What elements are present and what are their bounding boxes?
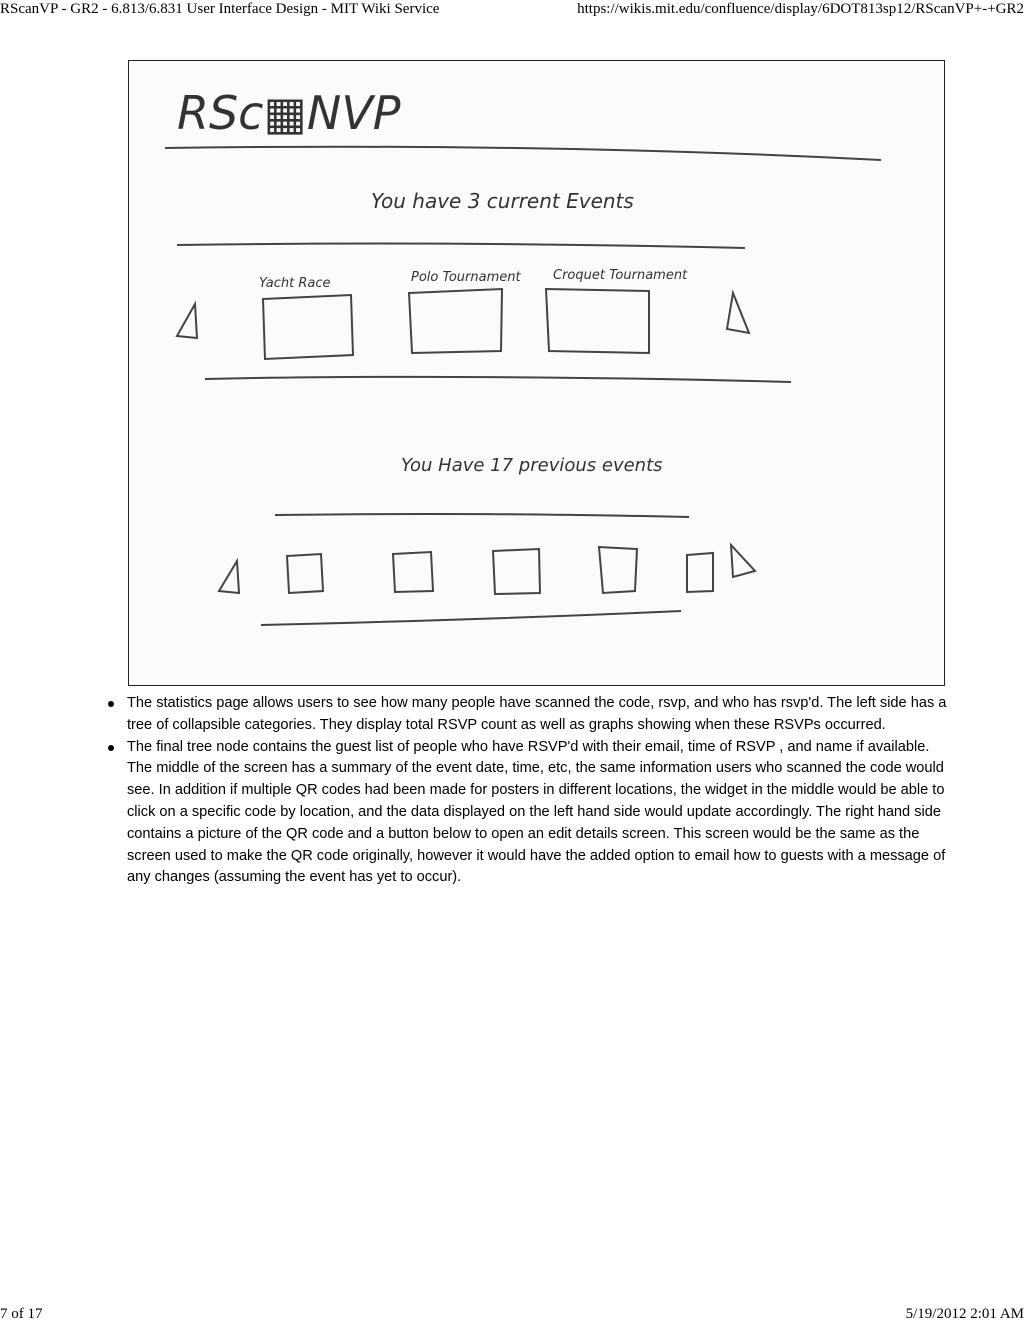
print-datetime: 5/19/2012 2:01 AM: [905, 1306, 1024, 1322]
page-title-header: RScanVP - GR2 - 6.813/6.831 User Interface Design - MIT Wiki Service: [0, 1, 440, 17]
list-item-text: The statistics page allows users to see how many people have scanned the code, rsvp, and who has rsvp'd. The left side has a tree of collapsible categories. They display total RSVP count as well as graphs showing when these RSVPs occurred.: [127, 695, 947, 733]
sketch-event-thumbnail: [287, 554, 323, 593]
page-number: 7 of 17: [0, 1306, 43, 1322]
sketch-right-arrow-icon: [727, 293, 749, 333]
sketch-event-thumbnail: [409, 289, 502, 353]
sketch-event-thumbnail: [599, 547, 637, 593]
page-url-header: https://wikis.mit.edu/confluence/display/6DOT813sp12/RScanVP+-+GR2: [577, 1, 1024, 17]
sketch-divider: [177, 244, 745, 248]
sketch-event-thumbnail: [393, 552, 433, 592]
sketch-app-name: RSc▦NVP: [177, 86, 401, 140]
sketch-divider: [261, 611, 681, 625]
bullet-icon: [108, 701, 114, 707]
sketch-event-label: Yacht Race: [259, 276, 331, 291]
sketch-event-label: Polo Tournament: [411, 270, 521, 285]
sketch-event-thumbnail: [493, 549, 540, 594]
sketch-right-arrow-icon: [731, 545, 755, 577]
sketch-event-thumbnail: [687, 553, 713, 592]
sketch-divider: [275, 514, 689, 517]
sketch-previous-heading: You Have 17 previous events: [401, 455, 663, 476]
sketch-left-arrow-icon: [177, 304, 197, 338]
sketch-event-thumbnail: [546, 289, 649, 353]
sketch-drawing: [129, 61, 946, 687]
sketch-event-label: Croquet Tournament: [553, 268, 688, 283]
sketch-event-thumbnail: [263, 295, 353, 359]
bullet-icon: [108, 745, 114, 751]
sketch-current-heading: You have 3 current Events: [371, 189, 634, 213]
hand-drawn-mockup: [128, 60, 945, 686]
sketch-divider: [165, 147, 881, 160]
sketch-left-arrow-icon: [219, 561, 239, 593]
description-list: [104, 693, 954, 889]
sketch-divider: [205, 377, 791, 382]
list-item: [104, 737, 954, 890]
list-item: [104, 693, 954, 737]
list-item-text: The final tree node contains the guest list of people who have RSVP'd with their email, time of RSVP , and name if available. The middle of the screen has a summary of the event date, time, etc, the same information users who scanned the code would see. In addition if multiple QR codes had been made for posters in different locations, the widget in the middle would be able to click on a specific code by location, and the data displayed on the left hand side would update accordingly. The right hand side contains a picture of the QR code and a button below to open an edit details screen. This screen would be the same as the screen used to make the QR code originally, however it would have the added option to email how to guests with a message of any changes (assuming the event has yet to occur).: [127, 738, 946, 886]
